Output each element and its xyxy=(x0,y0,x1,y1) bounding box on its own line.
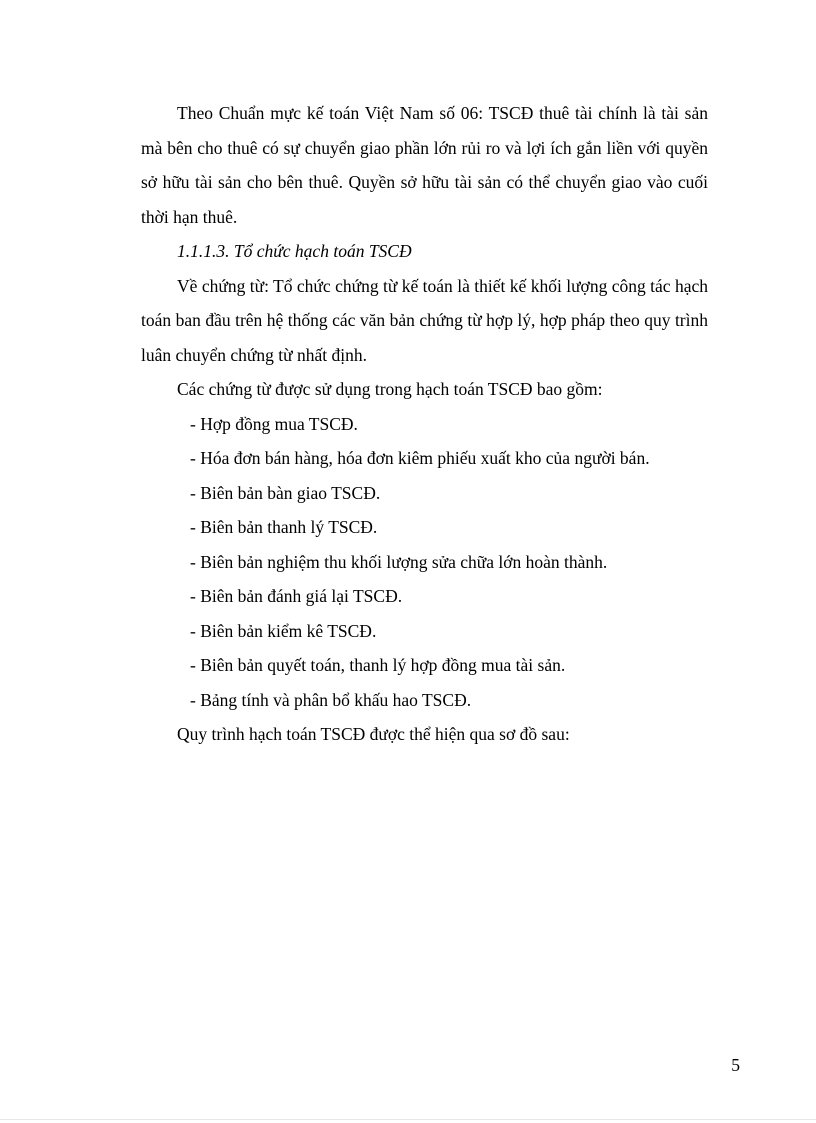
list-item: - Biên bản quyết toán, thanh lý hợp đồng mua tài sản. xyxy=(190,655,566,675)
list-intro: Các chứng từ được sử dụng trong hạch toán TSCĐ bao gồm: xyxy=(177,379,603,399)
definition-paragraph: Theo Chuẩn mực kế toán Việt Nam số 06: TSCĐ thuê tài chính là tài sản mà bên cho thuê có sự chuyển giao phần lớn rủi ro và lợi ích gắn liền với quyền sở hữu tài sản cho bên thuê. Quyền sở hữu tài sản có thể chuyển giao vào cuối thời hạn thuê. xyxy=(141,103,708,227)
list-item: - Biên bản kiểm kê TSCĐ. xyxy=(190,620,377,641)
list-item: - Biên bản bàn giao TSCĐ. xyxy=(190,482,381,503)
list-item: - Hóa đơn bán hàng, hóa đơn kiêm phiếu xuất kho của người bán. xyxy=(190,448,650,468)
page-number: 5 xyxy=(731,1055,740,1075)
list-item: - Biên bản nghiệm thu khối lượng sửa chữa lớn hoàn thành. xyxy=(190,551,608,572)
page-bottom-divider xyxy=(0,1119,816,1120)
closing-sentence: Quy trình hạch toán TSCĐ được thể hiện qua sơ đồ sau: xyxy=(177,724,570,744)
list-item: - Bảng tính và phân bổ khấu hao TSCĐ. xyxy=(190,689,472,710)
section-heading: 1.1.1.3. Tổ chức hạch toán TSCĐ xyxy=(177,241,412,261)
vouchers-paragraph: Về chứng từ: Tổ chức chứng từ kế toán là thiết kế khối lượng công tác hạch toán ban đầu trên hệ thống các văn bản chứng từ hợp lý, hợp pháp theo quy trình luân chuyển chứng từ nhất định. xyxy=(141,275,708,365)
list-item: - Biên bản đánh giá lại TSCĐ. xyxy=(190,586,403,606)
documents-list xyxy=(141,407,708,718)
list-item: - Hợp đồng mua TSCĐ. xyxy=(190,413,358,434)
list-item: - Biên bản thanh lý TSCĐ. xyxy=(190,517,378,537)
document-body xyxy=(141,96,708,752)
